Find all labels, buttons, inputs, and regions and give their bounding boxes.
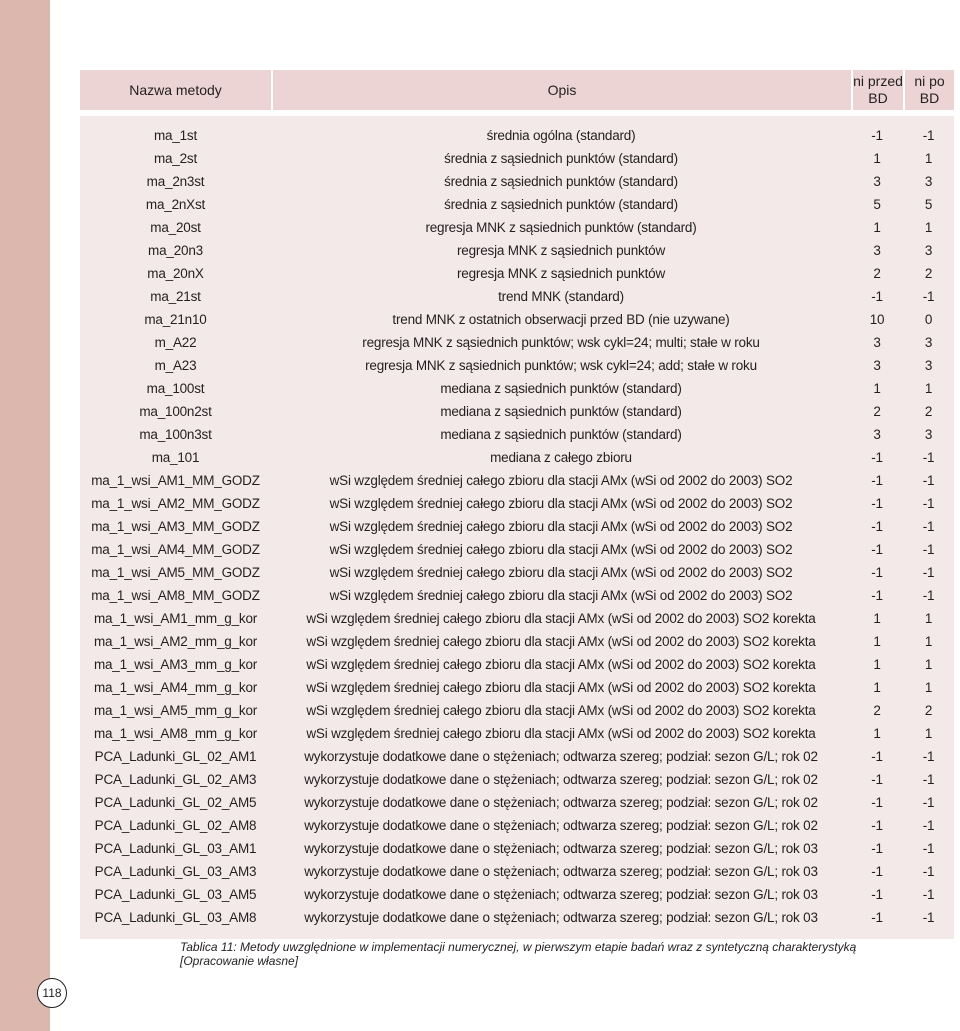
cell-method-name: ma_100n3st <box>139 427 212 442</box>
cell-ni-after: -1 <box>922 542 935 557</box>
cell-method-name: ma_20st <box>150 220 201 235</box>
cell-method-name: ma_100st <box>146 381 205 396</box>
cell-ni-before: -1 <box>871 772 883 787</box>
header-ni-before: ni przed BD <box>851 70 903 110</box>
cell-ni-after: -1 <box>922 795 935 810</box>
cell-description: wykorzystuje dodatkowe dane o stężeniach; odtwarza szereg; podział: sezon G/L; rok 03 <box>304 841 818 856</box>
cell-method-name: PCA_Ladunki_GL_03_AM1 <box>94 841 257 856</box>
cell-method-name: ma_1st <box>153 128 198 143</box>
cell-method-name: ma_2st <box>153 151 198 166</box>
cell-method-name: ma_21n10 <box>144 312 207 327</box>
cell-ni-after: 1 <box>924 381 933 396</box>
cell-method-name: ma_1_wsi_AM2_mm_g_kor <box>93 634 258 649</box>
cell-description: trend MNK (standard) <box>498 289 624 304</box>
cell-ni-before: -1 <box>871 519 883 534</box>
cell-description: regresja MNK z sąsiednich punktów <box>457 266 665 281</box>
table-row <box>80 561 954 584</box>
cell-description: wSi względem średniej całego zbioru dla stacji AMx (wSi od 2002 do 2003) SO2 korekta <box>306 657 816 672</box>
cell-method-name: ma_1_wsi_AM1_mm_g_kor <box>93 611 258 626</box>
cell-method-name: m_A23 <box>154 358 197 373</box>
cell-ni-after: 1 <box>924 611 933 626</box>
cell-method-name: ma_1_wsi_AM3_mm_g_kor <box>93 657 258 672</box>
table-row <box>80 116 954 147</box>
header-method-name: Nazwa metody <box>129 81 222 98</box>
cell-ni-before: 2 <box>873 404 881 419</box>
cell-method-name: PCA_Ladunki_GL_03_AM5 <box>94 887 257 902</box>
cell-ni-before: -1 <box>871 841 883 856</box>
table-row <box>80 423 954 446</box>
cell-method-name: m_A22 <box>154 335 197 350</box>
cell-ni-after: 3 <box>924 174 933 189</box>
cell-method-name: ma_1_wsi_AM8_mm_g_kor <box>93 726 258 741</box>
cell-ni-after: 2 <box>924 703 933 718</box>
cell-ni-before: -1 <box>871 864 883 879</box>
cell-ni-before: -1 <box>871 496 883 511</box>
cell-ni-before: 1 <box>873 634 881 649</box>
cell-method-name: ma_1_wsi_AM4_MM_GODZ <box>91 542 260 557</box>
cell-ni-after: 3 <box>924 335 933 350</box>
cell-ni-before: 5 <box>873 197 881 212</box>
cell-description: wSi względem średniej całego zbioru dla stacji AMx (wSi od 2002 do 2003) SO2 <box>329 565 793 580</box>
cell-ni-after: -1 <box>922 772 935 787</box>
cell-ni-after: -1 <box>922 841 935 856</box>
cell-description: średnia ogólna (standard) <box>486 128 636 143</box>
cell-ni-after: -1 <box>922 818 935 833</box>
cell-ni-after: -1 <box>922 887 935 902</box>
table-row <box>80 860 954 883</box>
cell-ni-before: 3 <box>873 174 881 189</box>
cell-method-name: ma_20n3 <box>148 243 203 258</box>
table-row <box>80 584 954 607</box>
cell-description: mediana z całego zbioru <box>490 450 632 465</box>
cell-method-name: ma_1_wsi_AM2_MM_GODZ <box>91 496 260 511</box>
cell-description: regresja MNK z sąsiednich punktów; wsk cykl=24; multi; stałe w roku <box>362 335 760 350</box>
cell-ni-after: -1 <box>922 864 935 879</box>
table-row <box>80 170 954 193</box>
table-row <box>80 906 954 939</box>
table-row <box>80 354 954 377</box>
cell-ni-before: 1 <box>873 726 881 741</box>
table-row <box>80 308 954 331</box>
cell-description: wSi względem średniej całego zbioru dla stacji AMx (wSi od 2002 do 2003) SO2 <box>329 473 793 488</box>
cell-ni-after: 3 <box>924 358 933 373</box>
table-row <box>80 147 954 170</box>
cell-ni-before: -1 <box>871 910 883 925</box>
cell-ni-before: -1 <box>871 450 883 465</box>
cell-description: regresja MNK z sąsiednich punktów; wsk cykl=24; add; stałe w roku <box>365 358 757 373</box>
table-row <box>80 446 954 469</box>
cell-ni-after: 5 <box>924 197 933 212</box>
cell-ni-before: 3 <box>873 427 881 442</box>
cell-ni-before: -1 <box>871 473 883 488</box>
cell-method-name: ma_1_wsi_AM5_MM_GODZ <box>91 565 260 580</box>
cell-ni-after: -1 <box>922 450 935 465</box>
cell-ni-after: 1 <box>924 680 933 695</box>
cell-method-name: ma_100n2st <box>139 404 212 419</box>
cell-method-name: ma_2nXst <box>145 197 206 212</box>
table-body <box>80 116 954 939</box>
cell-method-name: ma_20nX <box>147 266 204 281</box>
cell-ni-before: -1 <box>871 887 883 902</box>
cell-ni-before: 1 <box>873 220 881 235</box>
cell-description: mediana z sąsiednich punktów (standard) <box>440 404 682 419</box>
cell-ni-before: -1 <box>871 818 883 833</box>
table-row <box>80 331 954 354</box>
table-row <box>80 262 954 285</box>
cell-ni-after: 1 <box>924 151 933 166</box>
cell-ni-before: -1 <box>871 588 883 603</box>
table-row <box>80 400 954 423</box>
cell-ni-before: 3 <box>873 335 881 350</box>
cell-description: wSi względem średniej całego zbioru dla stacji AMx (wSi od 2002 do 2003) SO2 <box>329 588 793 603</box>
cell-method-name: ma_101 <box>151 450 200 465</box>
cell-ni-after: -1 <box>922 565 935 580</box>
table-row <box>80 239 954 262</box>
table-row <box>80 469 954 492</box>
cell-description: wSi względem średniej całego zbioru dla stacji AMx (wSi od 2002 do 2003) SO2 <box>329 496 793 511</box>
cell-ni-before: -1 <box>871 289 883 304</box>
table-row <box>80 193 954 216</box>
table-caption: Tablica 11: Metody uwzględnione w implementacji numerycznej, w pierwszym etapie badań wraz z syntetyczną charakterystyką [Opracowanie własne] <box>180 940 857 968</box>
cell-method-name: ma_2n3st <box>146 174 205 189</box>
cell-ni-before: 3 <box>873 243 881 258</box>
cell-description: wykorzystuje dodatkowe dane o stężeniach; odtwarza szereg; podział: sezon G/L; rok 02 <box>304 749 818 764</box>
table-row <box>80 699 954 722</box>
table-row <box>80 653 954 676</box>
cell-ni-before: 1 <box>873 381 881 396</box>
cell-description: wykorzystuje dodatkowe dane o stężeniach; odtwarza szereg; podział: sezon G/L; rok 03 <box>304 864 818 879</box>
header-description: Opis <box>271 70 851 110</box>
cell-method-name: PCA_Ladunki_GL_02_AM1 <box>94 749 257 764</box>
table-row <box>80 814 954 837</box>
header-ni-after: ni po BD <box>903 70 954 110</box>
cell-ni-before: 2 <box>873 266 881 281</box>
cell-method-name: PCA_Ladunki_GL_03_AM3 <box>94 864 257 879</box>
table-row <box>80 377 954 400</box>
cell-description: wSi względem średniej całego zbioru dla stacji AMx (wSi od 2002 do 2003) SO2 korekta <box>306 703 816 718</box>
cell-ni-before: -1 <box>871 542 883 557</box>
table-row <box>80 837 954 860</box>
cell-method-name: ma_1_wsi_AM1_MM_GODZ <box>91 473 260 488</box>
cell-description: wSi względem średniej całego zbioru dla stacji AMx (wSi od 2002 do 2003) SO2 korekta <box>306 611 816 626</box>
cell-ni-before: 1 <box>873 657 881 672</box>
page-number: 118 <box>37 978 67 1008</box>
cell-ni-before: 1 <box>873 151 881 166</box>
methods-table <box>80 70 954 939</box>
table-row <box>80 630 954 653</box>
table-row <box>80 722 954 745</box>
cell-description: wSi względem średniej całego zbioru dla stacji AMx (wSi od 2002 do 2003) SO2 korekta <box>306 680 816 695</box>
cell-ni-before: -1 <box>871 749 883 764</box>
table-row <box>80 216 954 239</box>
cell-description: trend MNK z ostatnich obserwacji przed BD (nie uzywane) <box>392 312 730 327</box>
cell-ni-after: -1 <box>922 496 935 511</box>
cell-method-name: PCA_Ladunki_GL_03_AM8 <box>94 910 257 925</box>
cell-ni-after: -1 <box>922 289 935 304</box>
cell-ni-after: -1 <box>922 128 935 143</box>
table-row <box>80 515 954 538</box>
cell-ni-after: 1 <box>924 634 933 649</box>
cell-method-name: ma_1_wsi_AM4_mm_g_kor <box>93 680 258 695</box>
cell-ni-before: 2 <box>873 703 881 718</box>
methods-table-container <box>80 70 954 939</box>
cell-ni-after: 2 <box>924 266 933 281</box>
cell-ni-after: 3 <box>924 427 933 442</box>
table-header <box>80 70 954 116</box>
side-decoration-strip <box>0 0 50 1031</box>
table-row <box>80 883 954 906</box>
table-row <box>80 676 954 699</box>
cell-ni-after: 0 <box>924 312 933 327</box>
cell-description: regresja MNK z sąsiednich punktów (standard) <box>425 220 697 235</box>
cell-method-name: ma_1_wsi_AM3_MM_GODZ <box>91 519 260 534</box>
cell-description: mediana z sąsiednich punktów (standard) <box>440 427 682 442</box>
cell-method-name: PCA_Ladunki_GL_02_AM3 <box>94 772 257 787</box>
cell-ni-after: -1 <box>922 519 935 534</box>
table-row <box>80 768 954 791</box>
cell-description: średnia z sąsiednich punktów (standard) <box>444 151 678 166</box>
cell-ni-after: 1 <box>924 726 933 741</box>
cell-description: średnia z sąsiednich punktów (standard) <box>444 197 678 212</box>
cell-ni-before: -1 <box>871 795 883 810</box>
cell-ni-before: -1 <box>871 128 883 143</box>
cell-method-name: ma_1_wsi_AM5_mm_g_kor <box>93 703 258 718</box>
cell-method-name: ma_1_wsi_AM8_MM_GODZ <box>91 588 260 603</box>
cell-description: wykorzystuje dodatkowe dane o stężeniach; odtwarza szereg; podział: sezon G/L; rok 02 <box>304 795 818 810</box>
cell-ni-after: -1 <box>922 588 935 603</box>
table-row <box>80 791 954 814</box>
cell-method-name: PCA_Ladunki_GL_02_AM8 <box>94 818 257 833</box>
cell-method-name: ma_21st <box>150 289 201 304</box>
table-row <box>80 538 954 561</box>
table-row <box>80 285 954 308</box>
cell-ni-after: -1 <box>922 910 935 925</box>
cell-description: wykorzystuje dodatkowe dane o stężeniach; odtwarza szereg; podział: sezon G/L; rok 03 <box>304 887 818 902</box>
cell-description: wykorzystuje dodatkowe dane o stężeniach; odtwarza szereg; podział: sezon G/L; rok 02 <box>304 772 818 787</box>
cell-ni-after: 1 <box>924 657 933 672</box>
cell-description: wSi względem średniej całego zbioru dla stacji AMx (wSi od 2002 do 2003) SO2 korekta <box>306 726 816 741</box>
cell-description: wSi względem średniej całego zbioru dla stacji AMx (wSi od 2002 do 2003) SO2 korekta <box>306 634 816 649</box>
cell-ni-before: 1 <box>873 611 881 626</box>
cell-ni-after: -1 <box>922 749 935 764</box>
table-row <box>80 492 954 515</box>
cell-ni-after: 1 <box>924 220 933 235</box>
table-row <box>80 607 954 630</box>
cell-ni-after: -1 <box>922 473 935 488</box>
cell-ni-before: 10 <box>869 312 885 327</box>
cell-description: wykorzystuje dodatkowe dane o stężeniach; odtwarza szereg; podział: sezon G/L; rok 02 <box>304 818 818 833</box>
cell-ni-before: 3 <box>873 358 881 373</box>
cell-description: średnia z sąsiednich punktów (standard) <box>444 174 678 189</box>
cell-ni-before: -1 <box>871 565 883 580</box>
cell-description: regresja MNK z sąsiednich punktów <box>457 243 665 258</box>
cell-ni-after: 3 <box>924 243 933 258</box>
cell-method-name: PCA_Ladunki_GL_02_AM5 <box>94 795 257 810</box>
cell-description: wSi względem średniej całego zbioru dla stacji AMx (wSi od 2002 do 2003) SO2 <box>329 519 793 534</box>
cell-ni-after: 2 <box>924 404 933 419</box>
table-row <box>80 745 954 768</box>
cell-description: mediana z sąsiednich punktów (standard) <box>440 381 682 396</box>
cell-description: wykorzystuje dodatkowe dane o stężeniach; odtwarza szereg; podział: sezon G/L; rok 03 <box>304 910 818 925</box>
cell-description: wSi względem średniej całego zbioru dla stacji AMx (wSi od 2002 do 2003) SO2 <box>329 542 793 557</box>
cell-ni-before: 1 <box>873 680 881 695</box>
